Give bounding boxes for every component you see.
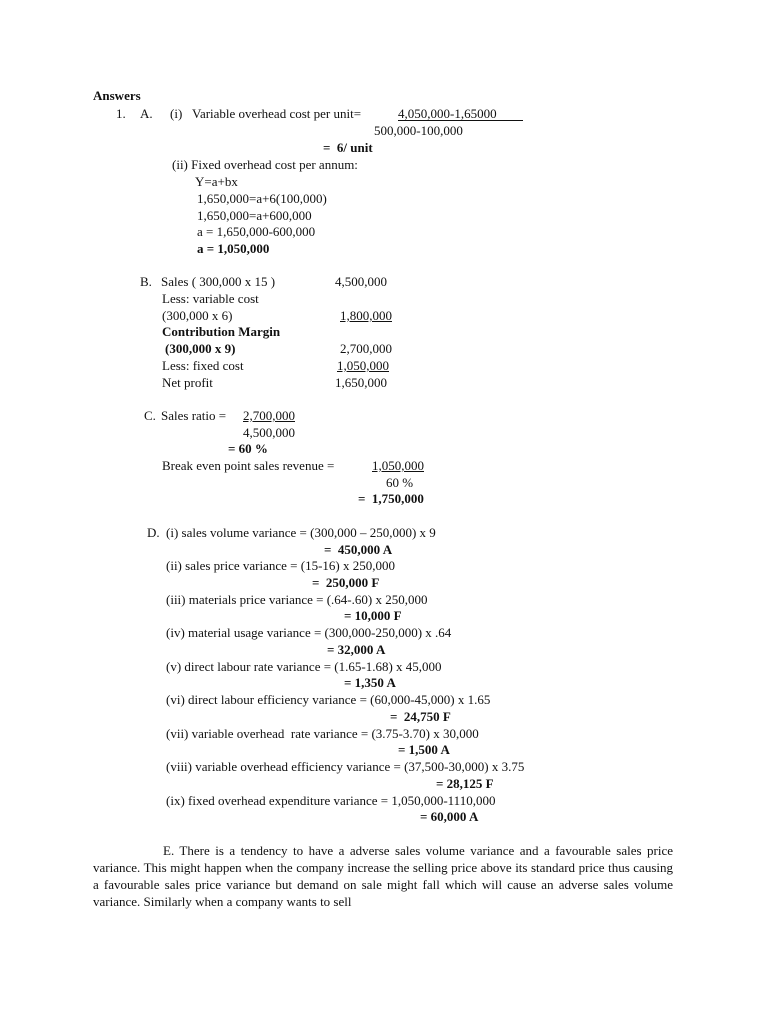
variable-overhead-denominator: 500,000-100,000 <box>374 123 463 138</box>
fixed-overhead-heading: (ii) Fixed overhead cost per annum: <box>172 157 358 172</box>
equation-line-4: a = 1,650,000-600,000 <box>197 224 316 239</box>
variable-cost-value: 1,800,000 <box>340 308 392 323</box>
variance-line: (v) direct labour rate variance = (1.65-1.68) x 45,000 <box>166 659 442 674</box>
variable-overhead-text: Variable overhead cost per unit= <box>192 106 362 121</box>
variance-result: = 1,500 A <box>398 742 450 757</box>
fixed-cost-value: 1,050,000 <box>337 358 389 373</box>
part-e-paragraph: E. There is a tendency to have a adverse sales volume variance and a favourable sales price variance. This might happen when the company increase the selling price above its standard price thus causing a favourable sales price variance but demand on sale might fall which will cause an adverse sales volume variance. Similarly when a company wants to sell <box>93 843 673 909</box>
variance-result: = 24,750 F <box>390 709 451 724</box>
variable-cost-calc: (300,000 x 6) <box>162 308 233 323</box>
variance-line: (iv) material usage variance = (300,000-250,000) x .64 <box>166 625 452 640</box>
variance-result: = 32,000 A <box>327 642 386 657</box>
variance-line: (i) sales volume variance = (300,000 – 250,000) x 9 <box>166 525 436 540</box>
part-b-label: B. <box>140 274 152 289</box>
equation-line-1: Y=a+bx <box>195 174 238 189</box>
variance-result: = 60,000 A <box>420 809 479 824</box>
sales-ratio-numerator: 2,700,000 <box>243 408 295 423</box>
less-fixed-label: Less: fixed cost <box>162 358 244 373</box>
variance-line: (vi) direct labour efficiency variance = (60,000-45,000) x 1.65 <box>166 692 491 707</box>
variance-result: = 450,000 A <box>324 542 393 557</box>
variable-overhead-numerator: 4,050,000-1,65000 <box>398 106 523 121</box>
answers-heading: Answers <box>93 88 141 103</box>
part-d-label: D. <box>147 525 160 540</box>
equation-line-5: a = 1,050,000 <box>197 241 270 256</box>
sales-ratio-result: = 60 % <box>228 441 268 456</box>
contribution-margin-label: Contribution Margin <box>162 324 281 339</box>
sales-ratio-label: Sales ratio = <box>161 408 230 423</box>
break-even-denominator: 60 % <box>386 475 414 490</box>
break-even-result: = 1,750,000 <box>358 491 424 506</box>
break-even-numerator: 1,050,000 <box>372 458 424 473</box>
variance-result: = 28,125 F <box>436 776 494 791</box>
variance-line: (viii) variable overhead efficiency variance = (37,500-30,000) x 3.75 <box>166 759 525 774</box>
variance-line: (iii) materials price variance = (.64-.60) x 250,000 <box>166 592 428 607</box>
part-a-label: A. <box>140 106 153 121</box>
variance-line: (ii) sales price variance = (15-16) x 250,000 <box>166 558 395 573</box>
part-a-i-label: (i) <box>170 106 183 121</box>
variance-result: = 1,350 A <box>344 675 396 690</box>
equation-line-2: 1,650,000=a+6(100,000) <box>197 191 327 206</box>
variance-line: (vii) variable overhead rate variance = (3.75-3.70) x 30,000 <box>166 726 479 741</box>
sales-label: Sales ( 300,000 x 15 ) <box>161 274 276 289</box>
variable-overhead-result: = 6/ unit <box>323 140 373 155</box>
equation-line-3: 1,650,000=a+600,000 <box>197 208 312 223</box>
part-c-label: C. <box>144 408 156 423</box>
variance-result: = 250,000 F <box>312 575 380 590</box>
contribution-margin-calc: (300,000 x 9) <box>165 341 236 356</box>
less-variable-label: Less: variable cost <box>162 291 259 306</box>
break-even-label: Break even point sales revenue = <box>162 458 338 473</box>
sales-ratio-denominator: 4,500,000 <box>243 425 295 440</box>
question-number: 1. <box>116 106 126 121</box>
contribution-margin-value: 2,700,000 <box>340 341 392 356</box>
variance-result: = 10,000 F <box>344 608 402 623</box>
sales-value: 4,500,000 <box>335 274 387 289</box>
net-profit-label: Net profit <box>162 375 213 390</box>
net-profit-value: 1,650,000 <box>335 375 387 390</box>
variance-line: (ix) fixed overhead expenditure variance = 1,050,000-1110,000 <box>166 793 496 808</box>
